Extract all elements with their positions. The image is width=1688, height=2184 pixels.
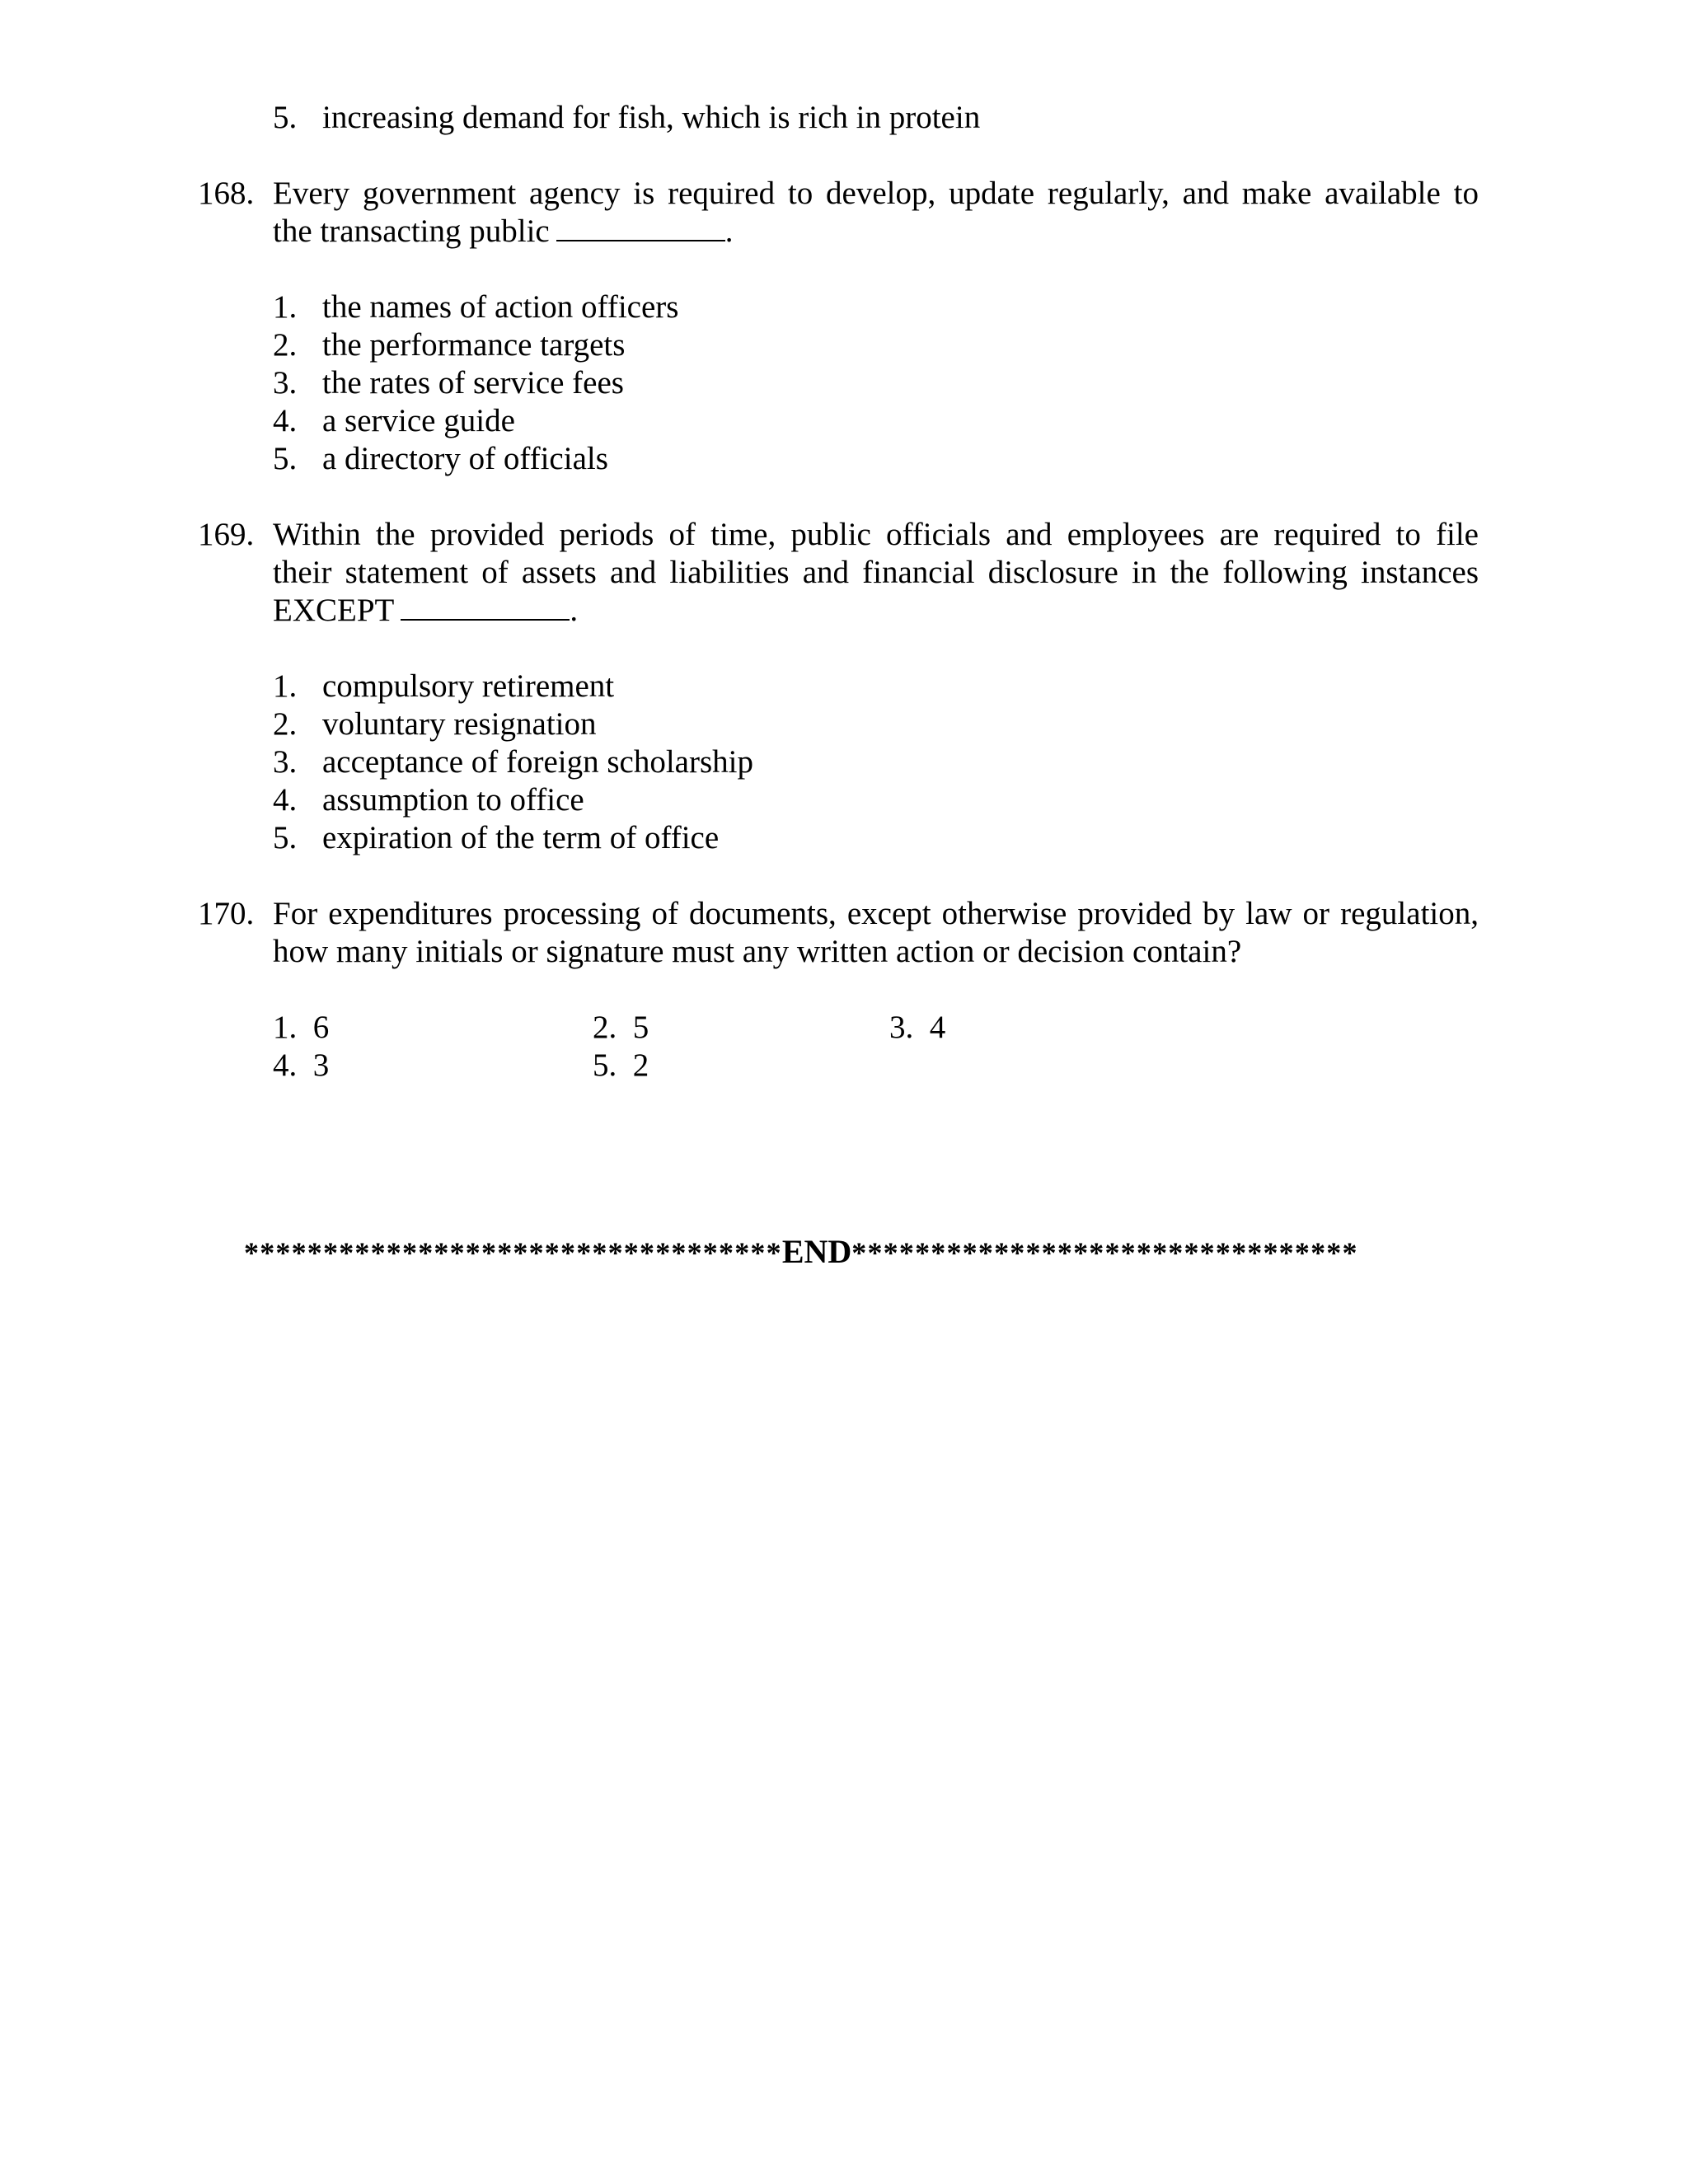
option-number: 4. [273, 782, 298, 818]
option-text: compulsory retirement [322, 668, 615, 704]
question-170-option-2 [593, 1009, 649, 1047]
option-number: 1. [273, 1010, 298, 1045]
question-169-line-3-text: EXCEPT [273, 593, 395, 628]
option-number: 1. [273, 289, 298, 325]
end-marker-right-stars: ******************************** [851, 1236, 1358, 1269]
option-number: 5. [273, 820, 298, 855]
option-number: 4. [273, 403, 298, 438]
end-marker-word: END [781, 1233, 852, 1270]
question-170-option-1 [273, 1009, 329, 1047]
option-number: 2. [273, 327, 298, 363]
option-number: 5. [273, 441, 298, 476]
question-168-text [273, 175, 1479, 251]
question-170-option-3 [889, 1009, 945, 1047]
end-marker-left-stars: ********************************** [244, 1236, 782, 1269]
option-number: 3. [889, 1010, 914, 1045]
option-text: 2 [632, 1047, 649, 1083]
question-169-line-2: their statement of assets and liabilities and financial disclosure in the following instances [273, 555, 1479, 590]
option-text: the performance targets [322, 327, 626, 363]
option-number: 3. [273, 365, 298, 401]
option-text: expiration of the term of office [322, 820, 720, 855]
question-168-number: 168. [198, 176, 255, 211]
option-number: 2. [273, 706, 298, 742]
option-number: 4. [273, 1047, 298, 1083]
option-text: a directory of officials [322, 441, 608, 476]
question-169-line-1: Within the provided periods of time, public officials and employees are required to file [273, 517, 1479, 552]
question-168-line-2 [273, 213, 1479, 251]
question-168-line-1: Every government agency is required to develop, update regularly, and make available to [273, 176, 1479, 211]
question-170-line-2: how many initials or signature must any written action or decision contain? [273, 934, 1242, 969]
question-169-number: 169. [198, 517, 255, 552]
option-number: 5. [273, 100, 298, 135]
question-168-line-2-text: the transacting public [273, 213, 550, 249]
option-number: 3. [273, 744, 298, 780]
question-170-line-1: For expenditures processing of documents, except otherwise provided by law or regulation, [273, 896, 1479, 931]
question-170-text [273, 895, 1479, 971]
option-number: 5. [593, 1047, 617, 1083]
option-text: voluntary resignation [322, 706, 597, 742]
question-169-text [273, 516, 1479, 630]
question-170-number: 170. [198, 896, 255, 931]
option-number: 2. [593, 1010, 617, 1045]
question-170-option-5 [593, 1047, 649, 1085]
answer-blank [401, 594, 570, 621]
option-text: 3 [312, 1047, 330, 1083]
option-text: assumption to office [322, 782, 584, 818]
question-170-option-4 [273, 1047, 329, 1085]
end-marker [244, 1233, 1439, 1272]
question-168-line-2-end: . [724, 213, 734, 249]
option-text: increasing demand for fish, which is rich in protein [322, 100, 981, 135]
option-text: 6 [312, 1010, 330, 1045]
question-169-line-3 [273, 592, 1479, 630]
question-169-line-3-end: . [570, 593, 579, 628]
option-text: 4 [929, 1010, 946, 1045]
option-text: the rates of service fees [322, 365, 624, 401]
option-text: the names of action officers [322, 289, 679, 325]
option-text: 5 [632, 1010, 649, 1045]
option-text: acceptance of foreign scholarship [322, 744, 753, 780]
option-text: a service guide [322, 403, 515, 438]
answer-blank [556, 215, 725, 241]
option-number: 1. [273, 668, 298, 704]
